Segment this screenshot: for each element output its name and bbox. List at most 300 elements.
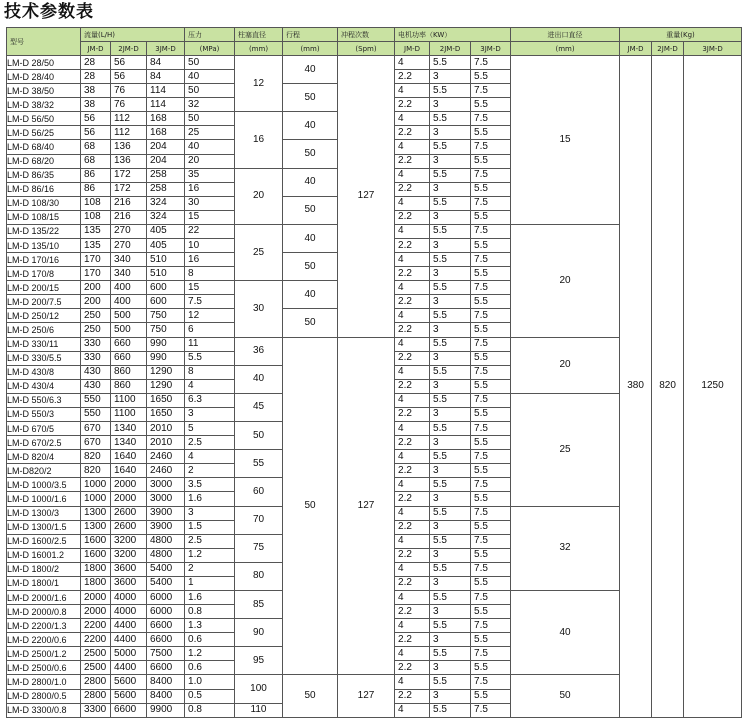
flow-2jm-cell: 3200 — [111, 548, 147, 562]
model-cell: LM-D 820/4 — [7, 450, 81, 464]
flow-2jm-cell: 400 — [111, 295, 147, 309]
flow-2jm-cell: 2600 — [111, 506, 147, 520]
flow-jm-cell: 2000 — [81, 590, 111, 604]
model-cell: LM-D 1800/2 — [7, 562, 81, 576]
pressure-cell: 1 — [185, 576, 235, 590]
flow-jm-cell: 68 — [81, 154, 111, 168]
plunger-dia-cell: 55 — [235, 450, 283, 478]
flow-3jm-cell: 3000 — [147, 492, 185, 506]
power-jm-cell: 2.2 — [395, 661, 430, 675]
plunger-dia-cell: 80 — [235, 562, 283, 590]
power-jm-cell: 4 — [395, 309, 430, 323]
flow-3jm-cell: 114 — [147, 84, 185, 98]
power-jm-cell: 4 — [395, 56, 430, 70]
stroke-cell: 50 — [283, 196, 338, 224]
power-2jm-cell: 5.5 — [430, 224, 471, 238]
flow-jm-cell: 28 — [81, 56, 111, 70]
flow-3jm-cell: 204 — [147, 154, 185, 168]
flow-2jm-cell: 4400 — [111, 633, 147, 647]
plunger-dia-cell: 25 — [235, 224, 283, 280]
power-3jm-cell: 5.5 — [471, 210, 511, 224]
model-cell: LM-D 2500/1.2 — [7, 647, 81, 661]
flow-jm-cell: 1000 — [81, 478, 111, 492]
pressure-cell: 0.8 — [185, 605, 235, 619]
power-2jm-cell: 5.5 — [430, 562, 471, 576]
power-jm-cell: 4 — [395, 703, 430, 717]
pressure-cell: 1.5 — [185, 520, 235, 534]
flow-jm-cell: 28 — [81, 70, 111, 84]
model-cell: LM-D 550/6.3 — [7, 393, 81, 407]
flow-jm-cell: 86 — [81, 182, 111, 196]
power-3jm-cell: 5.5 — [471, 436, 511, 450]
power-jm-cell: 2.2 — [395, 548, 430, 562]
model-cell: LM-D 3300/0.8 — [7, 703, 81, 717]
power-2jm-cell: 3 — [430, 70, 471, 84]
power-3jm-cell: 7.5 — [471, 84, 511, 98]
power-jm-cell: 2.2 — [395, 351, 430, 365]
power-3jm-cell: 7.5 — [471, 506, 511, 520]
header-stroke-freq: 冲程次数 — [338, 28, 395, 42]
power-3jm-cell: 5.5 — [471, 267, 511, 281]
flow-jm-cell: 820 — [81, 450, 111, 464]
flow-3jm-cell: 168 — [147, 112, 185, 126]
flow-3jm-cell: 990 — [147, 337, 185, 351]
pressure-cell: 50 — [185, 56, 235, 70]
power-3jm-cell: 7.5 — [471, 309, 511, 323]
flow-2jm-cell: 172 — [111, 168, 147, 182]
power-jm-cell: 4 — [395, 281, 430, 295]
power-2jm-cell: 3 — [430, 210, 471, 224]
stroke-cell: 50 — [283, 253, 338, 281]
pressure-cell: 5.5 — [185, 351, 235, 365]
power-jm-cell: 4 — [395, 647, 430, 661]
flow-jm-cell: 250 — [81, 323, 111, 337]
flow-2jm-cell: 3600 — [111, 576, 147, 590]
sub-weight-jm: JM-D — [620, 42, 652, 56]
pressure-cell: 2.5 — [185, 436, 235, 450]
flow-2jm-cell: 56 — [111, 56, 147, 70]
plunger-dia-cell: 40 — [235, 365, 283, 393]
power-2jm-cell: 3 — [430, 98, 471, 112]
model-cell: LM-D 550/3 — [7, 407, 81, 421]
stroke-freq-cell: 127 — [338, 675, 395, 717]
flow-3jm-cell: 600 — [147, 295, 185, 309]
flow-2jm-cell: 136 — [111, 154, 147, 168]
flow-3jm-cell: 258 — [147, 168, 185, 182]
power-3jm-cell: 7.5 — [471, 450, 511, 464]
power-jm-cell: 4 — [395, 140, 430, 154]
power-3jm-cell: 7.5 — [471, 253, 511, 267]
model-cell: LM-D 670/2.5 — [7, 436, 81, 450]
power-jm-cell: 4 — [395, 619, 430, 633]
page-title: 技术参数表 — [4, 2, 94, 22]
flow-2jm-cell: 400 — [111, 281, 147, 295]
model-cell: LM-D 135/10 — [7, 239, 81, 253]
flow-jm-cell: 1600 — [81, 548, 111, 562]
flow-2jm-cell: 270 — [111, 239, 147, 253]
flow-3jm-cell: 7500 — [147, 647, 185, 661]
power-3jm-cell: 5.5 — [471, 661, 511, 675]
model-cell: LM-D 170/8 — [7, 267, 81, 281]
power-jm-cell: 4 — [395, 478, 430, 492]
power-2jm-cell: 5.5 — [430, 84, 471, 98]
power-jm-cell: 4 — [395, 84, 430, 98]
flow-jm-cell: 108 — [81, 196, 111, 210]
power-2jm-cell: 3 — [430, 351, 471, 365]
flow-3jm-cell: 84 — [147, 70, 185, 84]
sub-flow-3jm: 3JM-D — [147, 42, 185, 56]
pressure-cell: 1.2 — [185, 647, 235, 661]
power-3jm-cell: 5.5 — [471, 633, 511, 647]
plunger-dia-cell: 85 — [235, 590, 283, 618]
model-cell: LM-D 1300/1.5 — [7, 520, 81, 534]
flow-2jm-cell: 860 — [111, 379, 147, 393]
stroke-cell: 40 — [283, 168, 338, 196]
power-2jm-cell: 3 — [430, 661, 471, 675]
power-3jm-cell: 7.5 — [471, 675, 511, 689]
sub-freq-unit: (Spm) — [338, 42, 395, 56]
pressure-cell: 1.0 — [185, 675, 235, 689]
power-2jm-cell: 3 — [430, 379, 471, 393]
pressure-cell: 15 — [185, 210, 235, 224]
power-jm-cell: 2.2 — [395, 267, 430, 281]
power-2jm-cell: 3 — [430, 154, 471, 168]
pressure-cell: 0.5 — [185, 689, 235, 703]
port-dia-cell: 20 — [511, 337, 620, 393]
model-cell: LM-D 38/50 — [7, 84, 81, 98]
stroke-cell: 40 — [283, 56, 338, 84]
power-2jm-cell: 5.5 — [430, 703, 471, 717]
flow-3jm-cell: 324 — [147, 210, 185, 224]
power-3jm-cell: 5.5 — [471, 548, 511, 562]
model-cell: LM-D 1300/3 — [7, 506, 81, 520]
flow-3jm-cell: 6000 — [147, 590, 185, 604]
plunger-dia-cell: 45 — [235, 393, 283, 421]
power-jm-cell: 4 — [395, 337, 430, 351]
power-2jm-cell: 3 — [430, 182, 471, 196]
model-cell: LM-D 430/4 — [7, 379, 81, 393]
flow-jm-cell: 86 — [81, 168, 111, 182]
flow-3jm-cell: 6600 — [147, 619, 185, 633]
power-2jm-cell: 5.5 — [430, 647, 471, 661]
model-cell: LM-D 38/32 — [7, 98, 81, 112]
pressure-cell: 0.6 — [185, 633, 235, 647]
weight-jm-cell: 380 — [620, 56, 652, 718]
flow-jm-cell: 2200 — [81, 619, 111, 633]
flow-3jm-cell: 2460 — [147, 450, 185, 464]
pressure-cell: 1.2 — [185, 548, 235, 562]
flow-2jm-cell: 3600 — [111, 562, 147, 576]
model-cell: LM-D 16001.2 — [7, 548, 81, 562]
pressure-cell: 12 — [185, 309, 235, 323]
sub-stroke-unit: (mm) — [283, 42, 338, 56]
power-jm-cell: 2.2 — [395, 689, 430, 703]
plunger-dia-cell: 70 — [235, 506, 283, 534]
power-3jm-cell: 7.5 — [471, 56, 511, 70]
model-cell: LM-D 56/25 — [7, 126, 81, 140]
model-cell: LM-D 2200/1.3 — [7, 619, 81, 633]
flow-3jm-cell: 510 — [147, 267, 185, 281]
flow-jm-cell: 3300 — [81, 703, 111, 717]
model-cell: LM-D 108/15 — [7, 210, 81, 224]
model-cell: LM-D 86/35 — [7, 168, 81, 182]
power-2jm-cell: 5.5 — [430, 365, 471, 379]
flow-2jm-cell: 1340 — [111, 436, 147, 450]
power-jm-cell: 4 — [395, 562, 430, 576]
flow-jm-cell: 330 — [81, 351, 111, 365]
power-2jm-cell: 5.5 — [430, 393, 471, 407]
pressure-cell: 1.6 — [185, 492, 235, 506]
flow-2jm-cell: 4400 — [111, 619, 147, 633]
model-cell: LM-D 330/5.5 — [7, 351, 81, 365]
power-3jm-cell: 5.5 — [471, 126, 511, 140]
power-2jm-cell: 3 — [430, 689, 471, 703]
power-3jm-cell: 5.5 — [471, 295, 511, 309]
flow-3jm-cell: 324 — [147, 196, 185, 210]
stroke-cell: 50 — [283, 84, 338, 112]
power-2jm-cell: 5.5 — [430, 619, 471, 633]
flow-jm-cell: 430 — [81, 379, 111, 393]
flow-jm-cell: 2800 — [81, 689, 111, 703]
pressure-cell: 1.6 — [185, 590, 235, 604]
flow-jm-cell: 550 — [81, 407, 111, 421]
flow-3jm-cell: 6600 — [147, 633, 185, 647]
power-2jm-cell: 5.5 — [430, 309, 471, 323]
flow-2jm-cell: 660 — [111, 337, 147, 351]
header-port-dia: 进出口直径 — [511, 28, 620, 42]
model-cell: LM-D 2000/0.8 — [7, 605, 81, 619]
pressure-cell: 3.5 — [185, 478, 235, 492]
flow-jm-cell: 2500 — [81, 661, 111, 675]
flow-2jm-cell: 1640 — [111, 464, 147, 478]
port-dia-cell: 25 — [511, 393, 620, 506]
power-2jm-cell: 3 — [430, 548, 471, 562]
flow-3jm-cell: 600 — [147, 281, 185, 295]
flow-2jm-cell: 6600 — [111, 703, 147, 717]
flow-jm-cell: 1600 — [81, 534, 111, 548]
model-cell: LM-D 1800/1 — [7, 576, 81, 590]
flow-3jm-cell: 84 — [147, 56, 185, 70]
power-3jm-cell: 5.5 — [471, 323, 511, 337]
flow-2jm-cell: 5000 — [111, 647, 147, 661]
sub-flow-2jm: 2JM-D — [111, 42, 147, 56]
pressure-cell: 50 — [185, 84, 235, 98]
power-2jm-cell: 3 — [430, 239, 471, 253]
stroke-cell: 50 — [283, 309, 338, 337]
flow-3jm-cell: 4800 — [147, 548, 185, 562]
flow-3jm-cell: 750 — [147, 323, 185, 337]
flow-jm-cell: 430 — [81, 365, 111, 379]
pressure-cell: 0.8 — [185, 703, 235, 717]
model-cell: LM-D820/2 — [7, 464, 81, 478]
power-2jm-cell: 3 — [430, 605, 471, 619]
power-jm-cell: 2.2 — [395, 492, 430, 506]
power-jm-cell: 4 — [395, 422, 430, 436]
power-3jm-cell: 7.5 — [471, 337, 511, 351]
flow-jm-cell: 1800 — [81, 576, 111, 590]
pressure-cell: 6.3 — [185, 393, 235, 407]
header-plunger-dia: 柱塞直径 — [235, 28, 283, 42]
model-cell: LM-D 56/50 — [7, 112, 81, 126]
pressure-cell: 5 — [185, 422, 235, 436]
table-row — [7, 56, 742, 70]
plunger-dia-cell: 95 — [235, 647, 283, 675]
power-jm-cell: 4 — [395, 168, 430, 182]
pressure-cell: 7.5 — [185, 295, 235, 309]
power-2jm-cell: 5.5 — [430, 450, 471, 464]
power-2jm-cell: 3 — [430, 520, 471, 534]
power-jm-cell: 4 — [395, 112, 430, 126]
flow-2jm-cell: 5600 — [111, 675, 147, 689]
flow-jm-cell: 68 — [81, 140, 111, 154]
power-3jm-cell: 5.5 — [471, 182, 511, 196]
weight-2jm-cell: 820 — [652, 56, 684, 718]
model-cell: LM-D 2500/0.6 — [7, 661, 81, 675]
power-3jm-cell: 7.5 — [471, 647, 511, 661]
power-2jm-cell: 3 — [430, 295, 471, 309]
flow-2jm-cell: 1100 — [111, 407, 147, 421]
pressure-cell: 50 — [185, 112, 235, 126]
model-cell: LM-D 108/30 — [7, 196, 81, 210]
flow-2jm-cell: 500 — [111, 309, 147, 323]
flow-2jm-cell: 2000 — [111, 492, 147, 506]
power-jm-cell: 2.2 — [395, 379, 430, 393]
pressure-cell: 2 — [185, 562, 235, 576]
flow-2jm-cell: 3200 — [111, 534, 147, 548]
sub-weight-2jm: 2JM-D — [652, 42, 684, 56]
flow-2jm-cell: 2000 — [111, 478, 147, 492]
flow-3jm-cell: 8400 — [147, 675, 185, 689]
port-dia-cell: 15 — [511, 56, 620, 225]
power-2jm-cell: 5.5 — [430, 506, 471, 520]
power-3jm-cell: 5.5 — [471, 605, 511, 619]
power-2jm-cell: 5.5 — [430, 590, 471, 604]
model-cell: LM-D 200/15 — [7, 281, 81, 295]
stroke-cell: 50 — [283, 337, 338, 675]
power-2jm-cell: 3 — [430, 436, 471, 450]
power-jm-cell: 2.2 — [395, 70, 430, 84]
model-cell: LM-D 1000/3.5 — [7, 478, 81, 492]
port-dia-cell: 32 — [511, 506, 620, 590]
power-3jm-cell: 7.5 — [471, 393, 511, 407]
pressure-cell: 15 — [185, 281, 235, 295]
sub-power-3jm: 3JM-D — [471, 42, 511, 56]
power-2jm-cell: 5.5 — [430, 281, 471, 295]
pressure-cell: 1.3 — [185, 619, 235, 633]
plunger-dia-cell: 90 — [235, 619, 283, 647]
sub-power-jm: JM-D — [395, 42, 430, 56]
model-cell: LM-D 2800/1.0 — [7, 675, 81, 689]
sub-flow-jm: JM-D — [81, 42, 111, 56]
flow-jm-cell: 820 — [81, 464, 111, 478]
power-3jm-cell: 5.5 — [471, 464, 511, 478]
stroke-cell: 40 — [283, 281, 338, 309]
pressure-cell: 3 — [185, 506, 235, 520]
power-2jm-cell: 5.5 — [430, 337, 471, 351]
flow-2jm-cell: 136 — [111, 140, 147, 154]
pressure-cell: 4 — [185, 379, 235, 393]
plunger-dia-cell: 75 — [235, 534, 283, 562]
port-dia-cell: 40 — [511, 590, 620, 674]
flow-jm-cell: 550 — [81, 393, 111, 407]
power-3jm-cell: 5.5 — [471, 98, 511, 112]
power-3jm-cell: 5.5 — [471, 351, 511, 365]
flow-2jm-cell: 4000 — [111, 590, 147, 604]
power-jm-cell: 4 — [395, 506, 430, 520]
pressure-cell: 22 — [185, 224, 235, 238]
flow-3jm-cell: 990 — [147, 351, 185, 365]
flow-3jm-cell: 3900 — [147, 520, 185, 534]
power-2jm-cell: 3 — [430, 267, 471, 281]
header-pressure: 压力 — [185, 28, 235, 42]
flow-2jm-cell: 1640 — [111, 450, 147, 464]
flow-2jm-cell: 2600 — [111, 520, 147, 534]
power-3jm-cell: 7.5 — [471, 703, 511, 717]
power-jm-cell: 2.2 — [395, 436, 430, 450]
pressure-cell: 20 — [185, 154, 235, 168]
stroke-cell: 40 — [283, 112, 338, 140]
flow-2jm-cell: 172 — [111, 182, 147, 196]
power-jm-cell: 4 — [395, 365, 430, 379]
flow-3jm-cell: 2010 — [147, 436, 185, 450]
stroke-cell: 50 — [283, 675, 338, 717]
sub-power-2jm: 2JM-D — [430, 42, 471, 56]
flow-2jm-cell: 216 — [111, 196, 147, 210]
flow-jm-cell: 108 — [81, 210, 111, 224]
power-2jm-cell: 3 — [430, 126, 471, 140]
power-jm-cell: 2.2 — [395, 605, 430, 619]
flow-3jm-cell: 5400 — [147, 562, 185, 576]
stroke-freq-cell: 127 — [338, 56, 395, 338]
pressure-cell: 35 — [185, 168, 235, 182]
pressure-cell: 0.6 — [185, 661, 235, 675]
flow-2jm-cell: 4400 — [111, 661, 147, 675]
power-3jm-cell: 7.5 — [471, 562, 511, 576]
power-jm-cell: 2.2 — [395, 520, 430, 534]
flow-3jm-cell: 750 — [147, 309, 185, 323]
flow-3jm-cell: 6600 — [147, 661, 185, 675]
model-cell: LM-D 200/7.5 — [7, 295, 81, 309]
flow-3jm-cell: 2010 — [147, 422, 185, 436]
power-2jm-cell: 5.5 — [430, 112, 471, 126]
flow-2jm-cell: 660 — [111, 351, 147, 365]
flow-jm-cell: 135 — [81, 239, 111, 253]
sub-port-unit: (mm) — [511, 42, 620, 56]
power-3jm-cell: 7.5 — [471, 168, 511, 182]
pressure-cell: 10 — [185, 239, 235, 253]
stroke-freq-cell: 127 — [338, 337, 395, 675]
header-row — [7, 28, 742, 42]
flow-3jm-cell: 405 — [147, 224, 185, 238]
power-3jm-cell: 7.5 — [471, 422, 511, 436]
flow-3jm-cell: 405 — [147, 239, 185, 253]
flow-jm-cell: 1300 — [81, 506, 111, 520]
pressure-cell: 16 — [185, 182, 235, 196]
flow-3jm-cell: 510 — [147, 253, 185, 267]
sub-pressure-unit: (MPa) — [185, 42, 235, 56]
flow-jm-cell: 38 — [81, 84, 111, 98]
power-2jm-cell: 3 — [430, 492, 471, 506]
power-2jm-cell: 5.5 — [430, 140, 471, 154]
model-cell: LM-D 170/16 — [7, 253, 81, 267]
model-cell: LM-D 2000/1.6 — [7, 590, 81, 604]
model-cell: LM-D 1600/2.5 — [7, 534, 81, 548]
model-cell: LM-D 28/40 — [7, 70, 81, 84]
model-cell: LM-D 670/5 — [7, 422, 81, 436]
header-weight: 重量(Kg) — [620, 28, 742, 42]
pressure-cell: 3 — [185, 407, 235, 421]
flow-3jm-cell: 1650 — [147, 407, 185, 421]
